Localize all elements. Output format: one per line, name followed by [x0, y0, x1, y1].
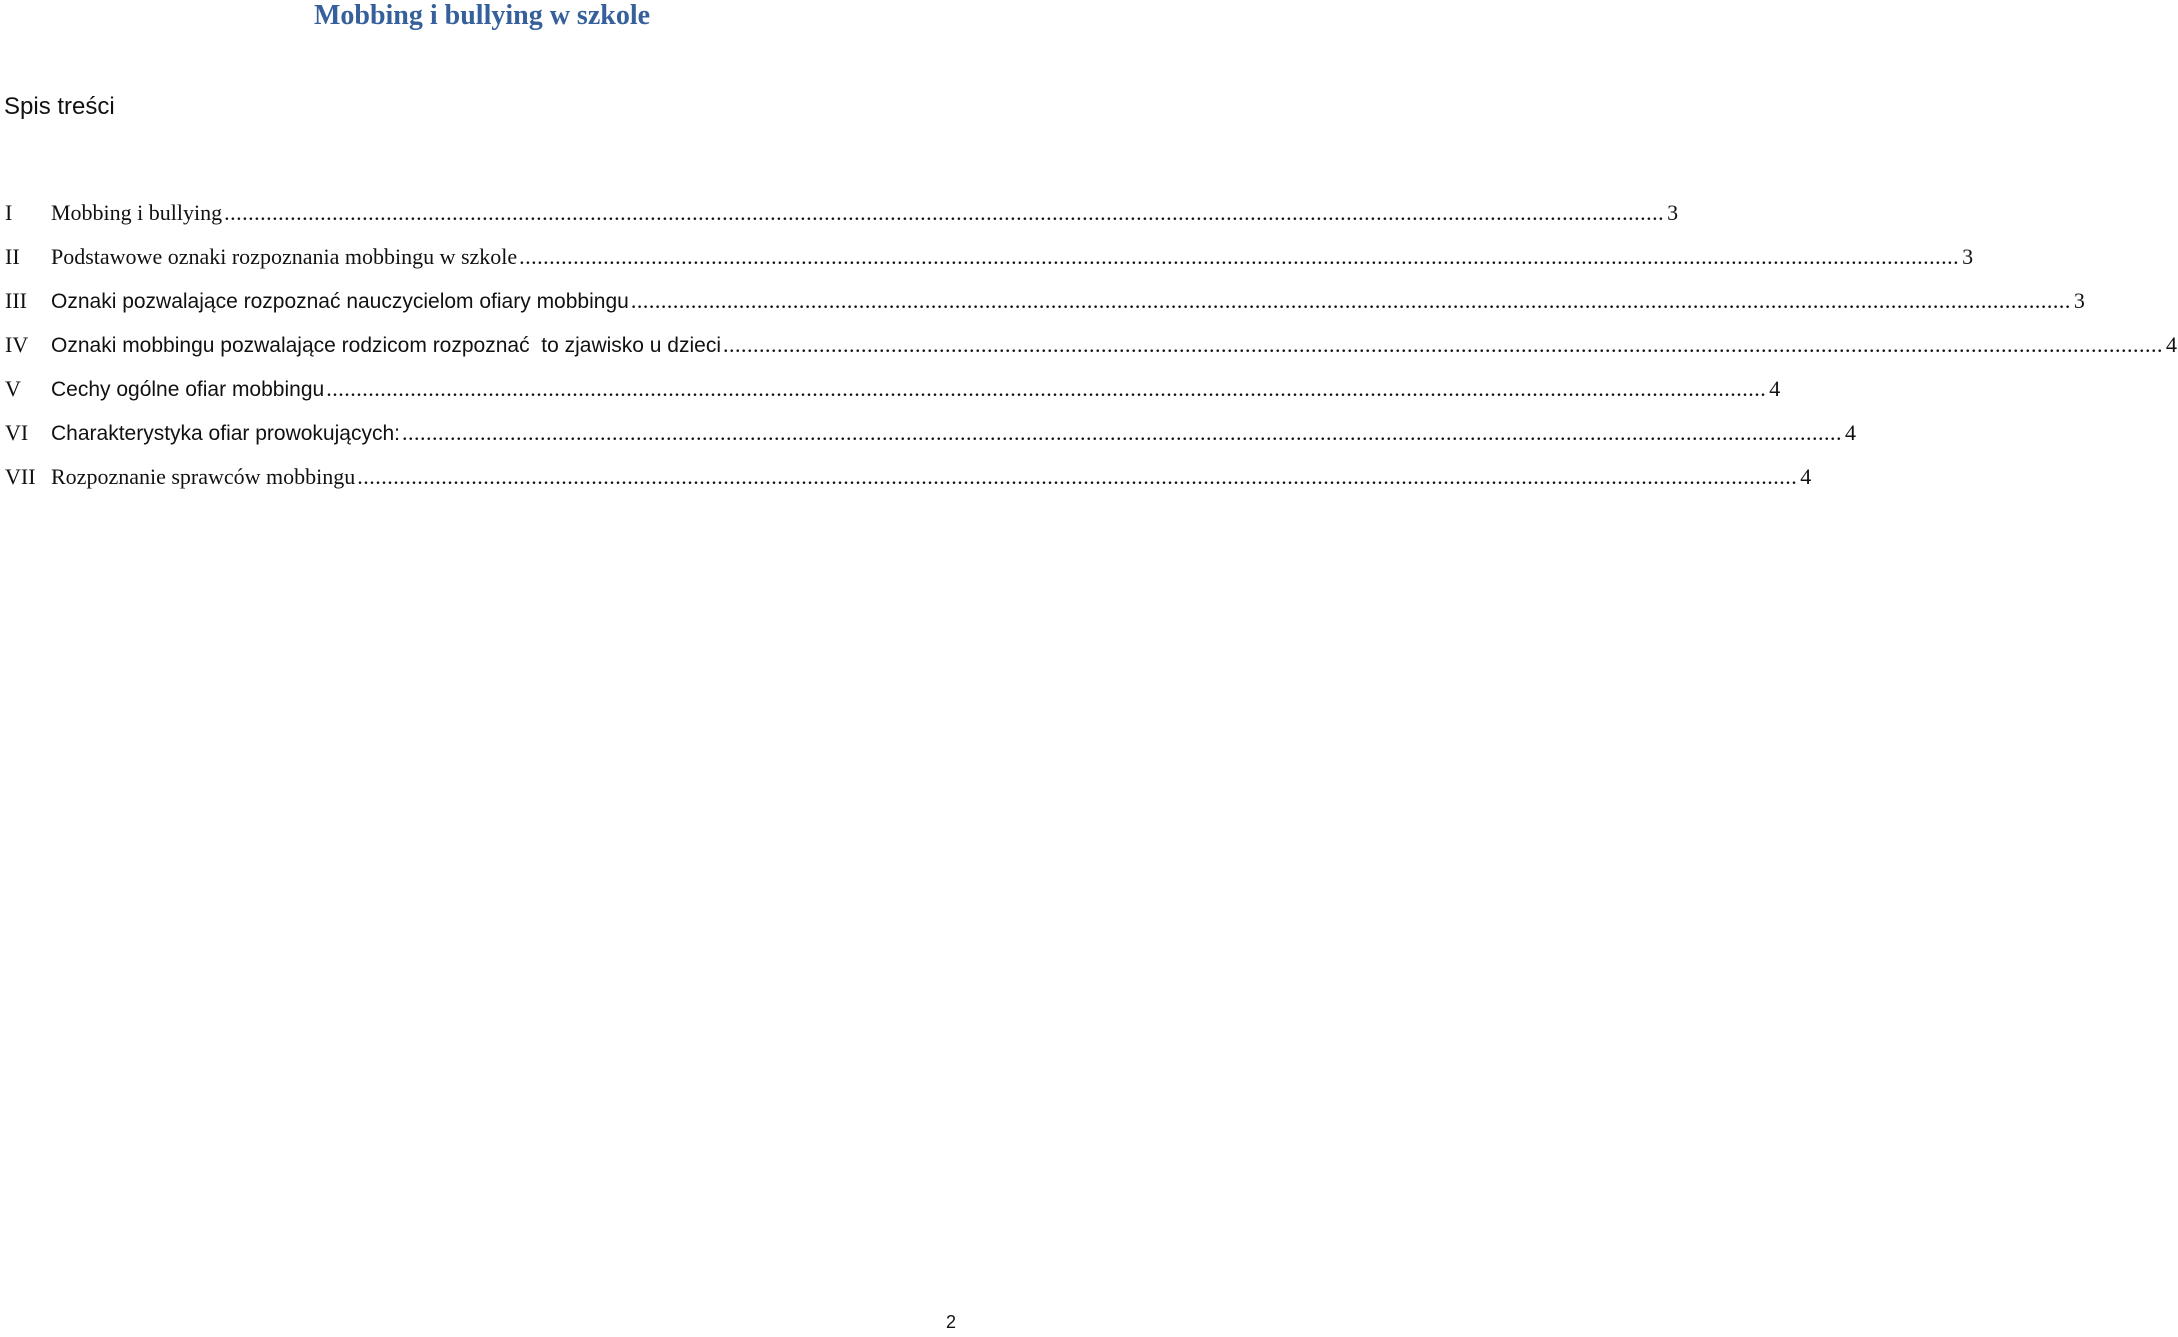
toc-entry-4[interactable] — [0, 328, 2177, 372]
toc-dot-leader: ................................................................................................................................................................................................................................................ — [630, 288, 2071, 313]
toc-entry-page: 3 — [2073, 288, 2085, 313]
toc-entry-7[interactable] — [0, 460, 1812, 504]
toc-entry-page: 4 — [2166, 332, 2177, 357]
toc-entry-6[interactable] — [0, 416, 1856, 460]
toc-entry-title: Podstawowe oznaki rozpoznania mobbingu w szkole — [51, 244, 518, 269]
toc-heading: Spis treści — [4, 93, 115, 120]
toc-dot-leader: ................................................................................................................................................................................................................................................ — [723, 332, 2163, 357]
toc-entry-page: 3 — [1962, 244, 1974, 269]
table-of-contents — [0, 196, 2177, 504]
toc-entry-number: I — [5, 200, 13, 225]
toc-entry-page: 4 — [1769, 376, 1781, 401]
toc-dot-leader: ................................................................................................................................................................................................................................................ — [357, 464, 1798, 489]
page-number: 2 — [945, 1312, 956, 1332]
document-title: Mobbing i bullying w szkole — [313, 0, 651, 31]
toc-entry-page: 4 — [1844, 420, 1856, 445]
toc-entry-5[interactable] — [0, 372, 1781, 416]
toc-entry-title: Charakterystyka ofiar prowokujących: — [51, 422, 400, 445]
toc-entry-number: V — [5, 376, 21, 401]
toc-dot-leader: ................................................................................................................................................................................................................................................ — [224, 200, 1665, 225]
toc-entry-title: Oznaki mobbingu pozwalające rodzicom rozpoznać to zjawisko u dzieci — [51, 334, 721, 357]
toc-dot-leader: ................................................................................................................................................................................................................................................ — [519, 244, 1960, 269]
toc-entry-3[interactable] — [0, 284, 2085, 328]
toc-entry-page: 4 — [1800, 464, 1812, 489]
toc-dot-leader: ................................................................................................................................................................................................................................................ — [401, 420, 1842, 445]
toc-entry-1[interactable] — [0, 196, 1679, 240]
toc-entry-number: III — [5, 288, 27, 313]
toc-entry-title: Mobbing i bullying — [51, 200, 223, 225]
toc-entry-number: VII — [5, 464, 36, 489]
toc-entry-page: 3 — [1667, 200, 1679, 225]
toc-entry-title: Rozpoznanie sprawców mobbingu — [51, 464, 356, 489]
toc-entry-number: VI — [5, 420, 29, 445]
toc-entry-number: II — [5, 244, 20, 269]
toc-dot-leader: ................................................................................................................................................................................................................................................ — [326, 376, 1767, 401]
toc-entry-title: Oznaki pozwalające rozpoznać nauczycielom ofiary mobbingu — [51, 290, 629, 313]
toc-entry-2[interactable] — [0, 240, 1974, 284]
toc-entry-title: Cechy ogólne ofiar mobbingu — [51, 378, 325, 401]
toc-entry-number: IV — [5, 332, 29, 357]
